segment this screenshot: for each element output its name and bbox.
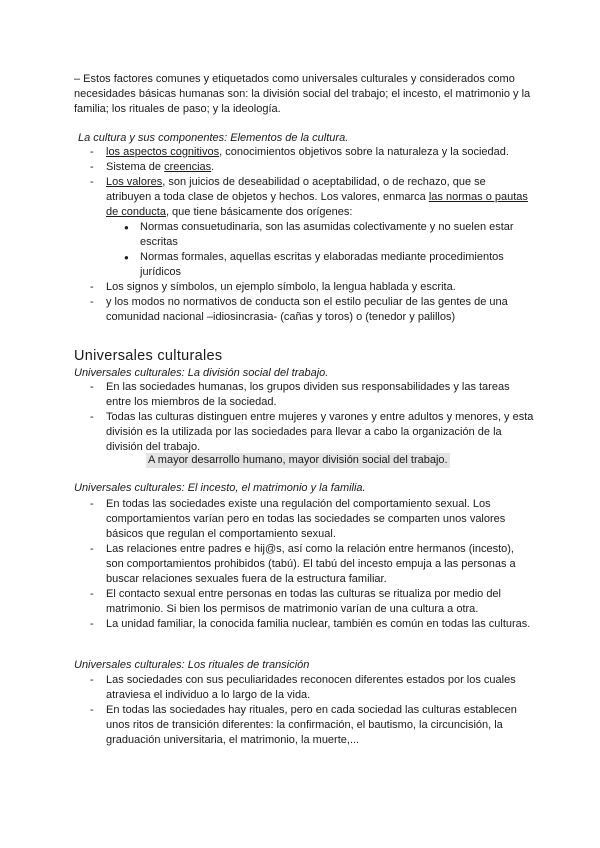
list-item: - Todas las culturas distinguen entre mujeres y varones y entre adultos y menores, y esta división es la utilizada por las sociedades para llevar a cabo la organización de la división del trabajo.	[74, 410, 534, 455]
list-item: - y los modos no normativos de conducta son el estilo peculiar de las gentes de una comunidad nacional –idiosincrasia- (cañas y toros) o (tenedor y palillos)	[74, 295, 534, 325]
underlined-term: las normas o pautas de conducta	[106, 191, 528, 218]
rituals-list	[74, 673, 534, 748]
list-item: - Las relaciones entre padres e hij@s, así como la relación entre hermanos (incesto), son comportamientos prohibidos (tabú). El tabú del incesto empuja a las personas a buscar relaciones sexuales fuera de la estructura familiar.	[74, 542, 534, 587]
division-list	[74, 380, 534, 455]
list-item: - Las sociedades con sus peculiaridades reconocen diferentes estados por los cuales atraviesa el individuo a lo largo de la vida.	[74, 673, 534, 703]
underlined-term: los aspectos cognitivos	[106, 146, 220, 158]
item-text: , conocimientos objetivos sobre la naturaleza y la sociedad.	[219, 146, 509, 158]
item-text: Sistema de	[106, 161, 165, 173]
item-text: , que tiene básicamente dos orígenes:	[165, 206, 353, 218]
list-item: - El contacto sexual entre personas en todas las culturas se ritualiza por medio del matrimonio. Si bien los permisos de matrimonio varían de una cultura a otra.	[74, 587, 534, 617]
components-heading: La cultura y sus componentes: Elementos de la cultura.	[78, 132, 349, 144]
list-item	[74, 160, 534, 175]
norms-sublist	[106, 220, 534, 280]
list-item: - Los signos y símbolos, un ejemplo símbolo, la lengua hablada y escrita.	[74, 280, 534, 295]
list-item	[74, 175, 534, 280]
section-title: Universales culturales	[74, 348, 223, 364]
incest-list	[74, 497, 534, 632]
subsection-heading-rituals: Universales culturales: Los rituales de transición	[74, 659, 310, 671]
sublist-item: ● Normas consuetudinaria, son las asumidas colectivamente y no suelen estar escritas	[106, 220, 534, 250]
components-list	[74, 145, 534, 325]
underlined-term: creencias	[164, 161, 212, 173]
subsection-heading-incest: Universales culturales: El incesto, el matrimonio y la familia.	[74, 482, 366, 494]
intro-paragraph: – Estos factores comunes y etiquetados como universales culturales y considerados como necesidades básicas humanas son: la división social del trabajo; el incesto, el matrimonio y la familia; los rituales de paso; y la ideología.	[74, 73, 531, 115]
item-text: , son juicios de deseabilidad o aceptabilidad, o de rechazo, que se atribuyen a toda clase de objetos y hechos. Los valores, enmarca	[106, 176, 486, 203]
list-item: - En las sociedades humanas, los grupos dividen sus responsabilidades y las tareas entre los miembros de la sociedad.	[74, 380, 534, 410]
subsection-heading-division: Universales culturales: La división social del trabajo.	[74, 367, 329, 379]
list-item	[74, 145, 534, 160]
list-item: - En todas las sociedades hay rituales, pero en cada sociedad las culturas establecen unos ritos de transición diferentes: la confirmación, el bautismo, la circuncisión, la graduación universitaria, el matrimonio, la muerte,...	[74, 703, 534, 748]
sublist-item: ● Normas formales, aquellas escritas y elaboradas mediante procedimientos jurídicos	[106, 250, 534, 280]
list-item: - La unidad familiar, la conocida familia nuclear, también es común en todas las culturas.	[74, 617, 534, 632]
underlined-term: Los valores	[106, 176, 163, 188]
list-item: - En todas las sociedades existe una regulación del comportamiento sexual. Los comportamientos varían pero en todas las sociedades se comparten unos valores básicos que regulan el comportamiento sexual.	[74, 497, 534, 542]
highlighted-sentence: A mayor desarrollo humano, mayor división social del trabajo.	[148, 454, 448, 466]
item-text: .	[211, 161, 215, 173]
